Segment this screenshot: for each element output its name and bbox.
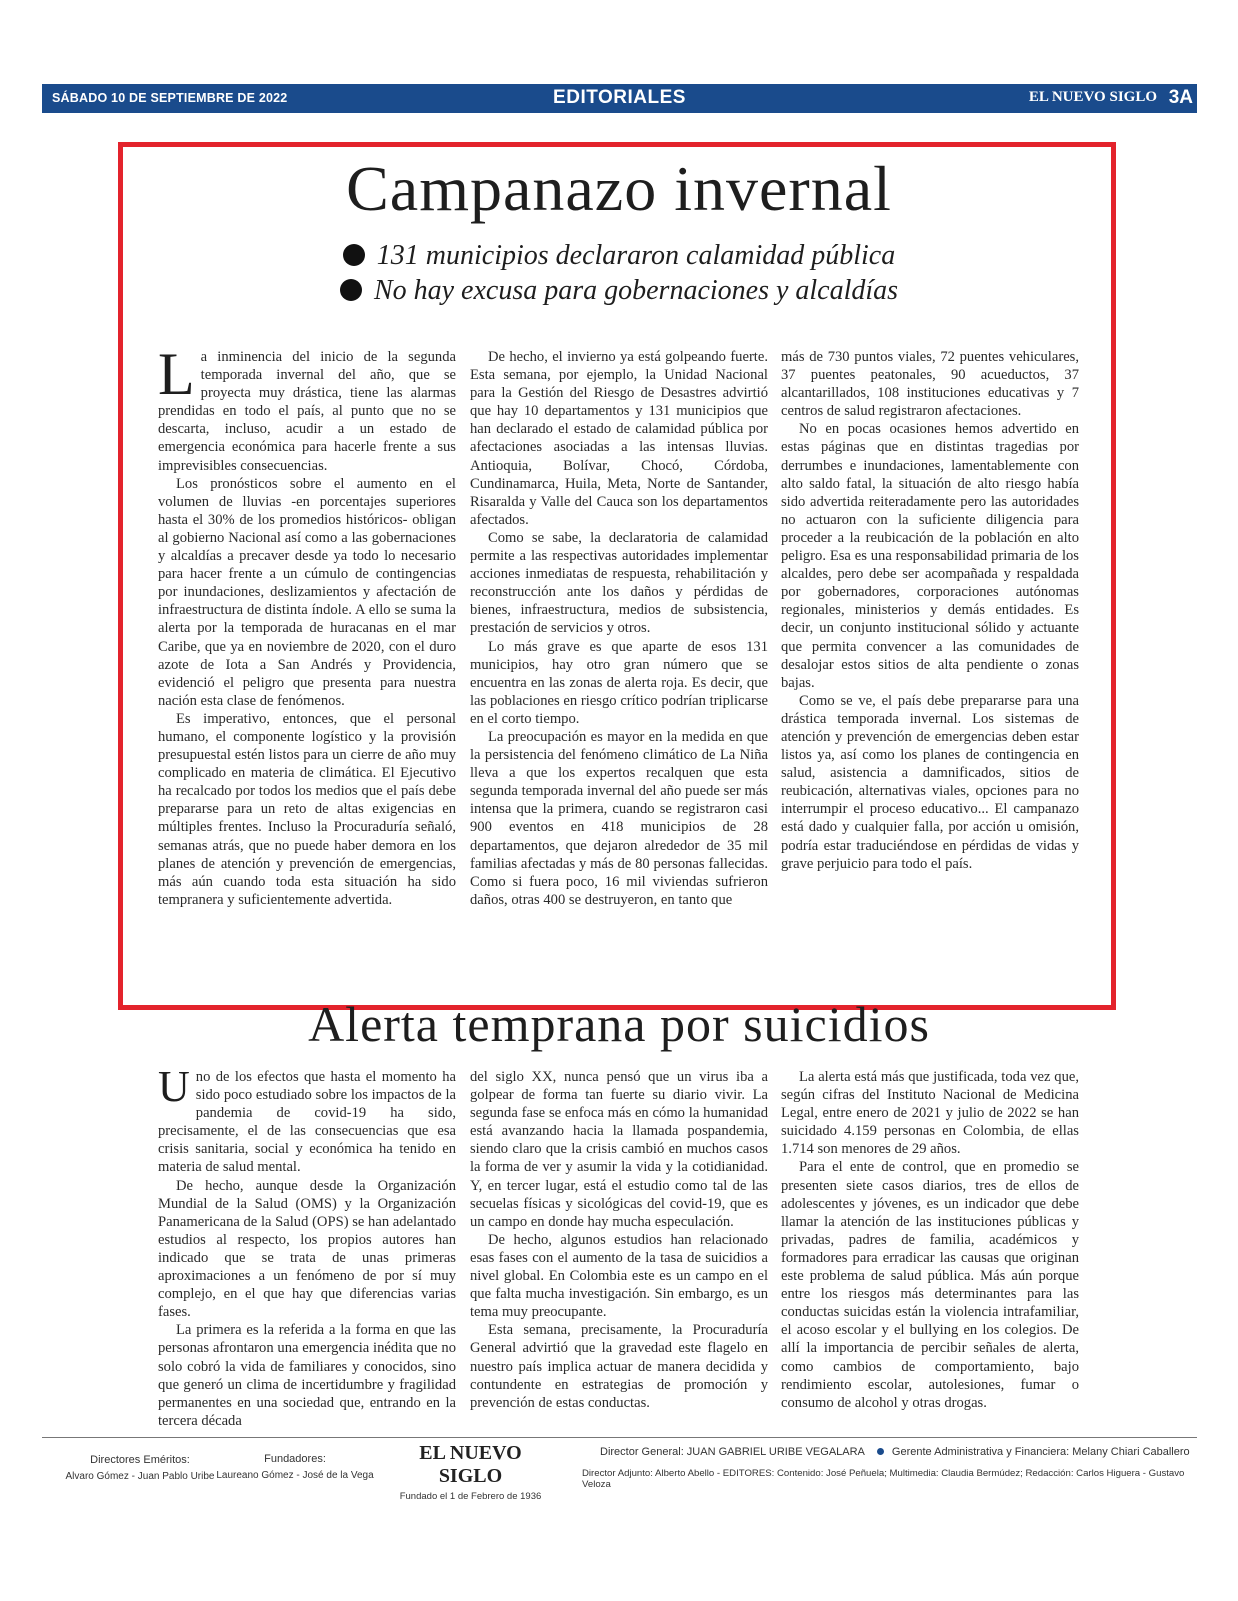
paragraph: Como se sabe, la declaratoria de calamidad permite a las respectivas autoridades implementar acciones inmediatas de respuesta, rehabilitación y reconstrucción ante los daños y pérdidas de bienes, infraestructura, medios de subsistencia, prestación de servicios y otros. bbox=[470, 529, 768, 637]
footer-directors bbox=[600, 1446, 1200, 1458]
footer-divider bbox=[42, 1437, 1197, 1438]
drop-cap: L bbox=[158, 341, 195, 407]
paragraph: Para el ente de control, que en promedio se presenten siete casos diarios, tres de ellos de adolescentes y jóvenes, es un indicador que debe llamar la atención de las instituciones públicas y privadas, padres de familia, académicos y formadores para erradicar las causas que originan este problema de salud pública. Más aún porque entre los riesgos más determinantes para las conductas suicidas están la violencia intrafamiliar, el acoso escolar y el bullying en los colegios. De allí la importancia de percibir señales de alerta, como cambios de comportamiento, bajo rendimiento escolar, autolesiones, fumar o consumo de alcohol y otras drogas. bbox=[781, 1159, 1079, 1411]
editorial-1-deck-1 bbox=[0, 240, 1238, 272]
paragraph bbox=[158, 341, 456, 475]
footer-founders bbox=[215, 1453, 375, 1481]
paragraph: Esta semana, precisamente, la Procuraduría General advirtió que la gravedad este flagelo en nuestro país implica actuar de manera decidida y contundente en estrategias de promoción y prevención de estas conductas. bbox=[470, 1322, 768, 1411]
paragraph: No en pocas ocasiones hemos advertido en estas páginas que en distintas tragedias por derrumbes e inundaciones, lamentablemente con alto saldo fatal, la situación de alto riesgo había sido advertida reiteradamente pero las autoridades no actuaron con la suficiente diligencia para proceder a la reubicación de la población en alto peligro. Esa es una responsabilidad primaria de los alcaldes, pero debe ser acompañada y respaldada por gobernadores, corporaciones autónomas regionales, ministerios y demás entidades. Es decir, un conjunto institucional sólido y actuante que permita convencer a las comunidades de desalojar estos sitios de alta pendiente o zonas bajas. bbox=[781, 421, 1079, 691]
paragraph: La preocupación es mayor en la medida en que la persistencia del fenómeno climático de La Niña lleva a que los expertos recalquen que esta segunda temporada invernal del año puede ser más intensa que la primera, cuando se registraron casi 900 eventos en 418 municipios de 28 departamentos, que dejaron alrededor de 35 mil familias afectadas y más de 80 personas fallecidas. Como si fuera poco, 16 mil viviendas sufrieron daños, otras 400 se destruyeron, en tanto que bbox=[470, 728, 768, 908]
footer-emeritus-directors bbox=[60, 1454, 220, 1482]
paragraph-text: a inminencia del inicio de la segunda temporada invernal del año, que se proyecta muy drástica, tiene las alarmas prendidas en todo el país, al punto que no se descarta, incluso, acudir a un estado de emergencia económica para hacerle frente a sus imprevisibles consecuencias. bbox=[158, 349, 456, 474]
paragraph: De hecho, algunos estudios han relacionado esas fases con el aumento de la tasa de suicidios a nivel global. En Colombia este es un campo en el que falta mucha investigación. Sin embargo, es un tema muy preocupante. bbox=[470, 1231, 768, 1321]
deck-text: No hay excusa para gobernaciones y alcaldías bbox=[373, 275, 899, 306]
editorial-2-title: Alerta temprana por suicidios bbox=[308, 996, 930, 1052]
emeritus-label: Directores Eméritos: bbox=[90, 1454, 190, 1466]
editorial-1-title: Campanazo invernal bbox=[346, 153, 892, 224]
issue-date: SÁBADO 10 DE SEPTIEMBRE DE 2022 bbox=[52, 91, 288, 105]
bullet-icon bbox=[340, 279, 362, 301]
section-header-bar bbox=[42, 84, 1197, 113]
paragraph: Lo más grave es que aparte de esos 131 municipios, hay otro gran número que se encuentra en las zonas de alerta roja. Es decir, que las poblaciones en riesgo crítico podrían triplicarse en el corto tiempo. bbox=[470, 638, 768, 727]
editorial-1-column-1 bbox=[158, 341, 456, 909]
paragraph: Como se ve, el país debe prepararse para una drástica temporada invernal. Los sistemas de atención y prevención de emergencias deben estar listos ya, así como los planes de contingencia en salud, asistencia a damnificados, sitios de reubicación, alternativas viales, opciones para no interrumpir el proceso educativo... El campanazo está dado y cualquier falla, por acción u omisión, podría estar traduciéndose en pérdidas de vidas y grave perjuicio para todo el país. bbox=[781, 692, 1079, 872]
editorial-2-column-2 bbox=[470, 1068, 768, 1412]
footer-logo-block bbox=[398, 1442, 543, 1502]
editorial-2-column-3 bbox=[781, 1068, 1079, 1412]
masthead-brand: EL NUEVO SIGLO bbox=[1028, 89, 1157, 105]
footer-editors: Director Adjunto: Alberto Abello - EDITORES: Contenido: José Peñuela; Multimedia: Claudia Bermúdez; Redacción: Carlos Higuera - Gustavo Veloza bbox=[582, 1468, 1185, 1490]
founders-names: Laureano Gómez - José de la Vega bbox=[216, 1470, 374, 1481]
bullet-icon bbox=[877, 1448, 884, 1455]
paragraph: Los pronósticos sobre el aumento en el volumen de lluvias -en porcentajes superiores hasta el 30% de los promedios históricos- obligan al gobierno Nacional así como a las gobernaciones y alcaldías a precaver desde ya todo lo necesario para hacer frente a un cúmulo de contingencias por inundaciones, deslizamientos y afectación de infraestructura de distinta índole. A ello se suma la alerta por la temporada de huracanas en el mar Caribe, que ya en noviembre de 2020, con el duro azote de Iota a San Andrés y Providencia, evidenció el peligro que presenta para nuestra nación esta clase de fenómenos. bbox=[158, 475, 456, 709]
paragraph: De hecho, el invierno ya está golpeando fuerte. Esta semana, por ejemplo, la Unidad Nacional para la Gestión del Riesgo de Desastres advirtió que hay 10 departamentos y 131 municipios que han declarado el estado de calamidad pública por afectaciones asociadas a las intensas lluvias. Antioquia, Bolívar, Chocó, Córdoba, Cundinamarca, Huila, Meta, Norte de Santander, Risaralda y Valle del Cauca son los departamentos afectados. bbox=[470, 349, 768, 528]
paragraph-text: no de los efectos que hasta el momento ha sido poco estudiado sobre los impactos de la pandemia de covid-19 ha sido, precisamente, el de las consecuencias que esa crisis sanitaria, social y económica ha tenido en materia de salud mental. bbox=[158, 1069, 456, 1176]
emeritus-names: Alvaro Gómez - Juan Pablo Uribe bbox=[65, 1471, 215, 1482]
editorial-1-column-3 bbox=[781, 348, 1079, 873]
paragraph: De hecho, aunque desde la Organización Mundial de la Salud (OMS) y la Organización Panamericana de la Salud (OPS) se han adelantado estudios al respecto, los propios autores han indicado que se trata de unas primeras aproximaciones a un fenómeno de por sí muy complejo, en el que hay que diferencias varias fases. bbox=[158, 1177, 456, 1321]
paragraph: más de 730 puntos viales, 72 puentes vehiculares, 37 puentes peatonales, 90 acueductos, 37 alcantarillados, 108 instituciones educativas y 7 centros de salud registraron afectaciones. bbox=[781, 349, 1079, 420]
editorial-1-column-2 bbox=[470, 348, 768, 909]
paragraph: La alerta está más que justificada, toda vez que, según cifras del Instituto Nacional de Medicina Legal, entre enero de 2021 y julio de 2022 se han suicidado 4.159 personas en Colombia, de ellas 1.714 son menores de 29 años. bbox=[781, 1069, 1079, 1158]
section-title: EDITORIALES bbox=[553, 87, 686, 108]
paragraph: del siglo XX, nunca pensó que un virus iba a golpear de forma tan fuerte su diario vivir. La segunda fase se enfoca más en cómo la humanidad está avanzando hacia la llamada pospandemia, siendo claro que la crisis cambió en muchos casos la forma de ver y asumir la vida y la cotidianidad. Y, en tercer lugar, está el estudio como tal de las secuelas físicas y sicológicas del covid-19, que es un campo en donde hay mucha especulación. bbox=[470, 1069, 768, 1230]
editorial-2-column-1 bbox=[158, 1062, 456, 1430]
editorial-1-deck-2 bbox=[0, 275, 1238, 307]
administrative-manager: Gerente Administrativa y Financiera: Melany Chiari Caballero bbox=[891, 1446, 1190, 1458]
founding-date: Fundado el 1 de Febrero de 1936 bbox=[399, 1491, 542, 1502]
paragraph: Es imperativo, entonces, que el personal humano, el componente logístico y la provisión presupuestal estén listos para un cierre de año muy complicado en materia de climática. El Ejecutivo ha recalcado por todos los medios que el país debe prepararse para un reto de altas exigencias en múltiples frentes. Incluso la Procuraduría señaló, semanas atrás, que no puede haber demora en los planes de atención y prevención de emergencias, más aún cuando toda esta situación ha sido tempranera y suficientemente advertida. bbox=[158, 710, 456, 908]
drop-cap: U bbox=[158, 1062, 190, 1111]
deck-text: 131 municipios declararon calamidad pública bbox=[376, 240, 896, 271]
bullet-icon bbox=[343, 244, 365, 266]
page-number: 3A bbox=[1168, 87, 1193, 108]
paragraph: La primera es la referida a la forma en que las personas afrontaron una emergencia inédita que no solo cobró la vida de familiares y conocidos, sino que generó un clima de incertidumbre y fragilidad permanentes en una sociedad que, entrando en la tercera década bbox=[158, 1322, 456, 1429]
paragraph bbox=[158, 1062, 456, 1177]
founders-label: Fundadores: bbox=[264, 1453, 326, 1465]
newspaper-logo: EL NUEVO SIGLO bbox=[419, 1442, 522, 1487]
director-general: Director General: JUAN GABRIEL URIBE VEGALARA bbox=[600, 1446, 865, 1458]
